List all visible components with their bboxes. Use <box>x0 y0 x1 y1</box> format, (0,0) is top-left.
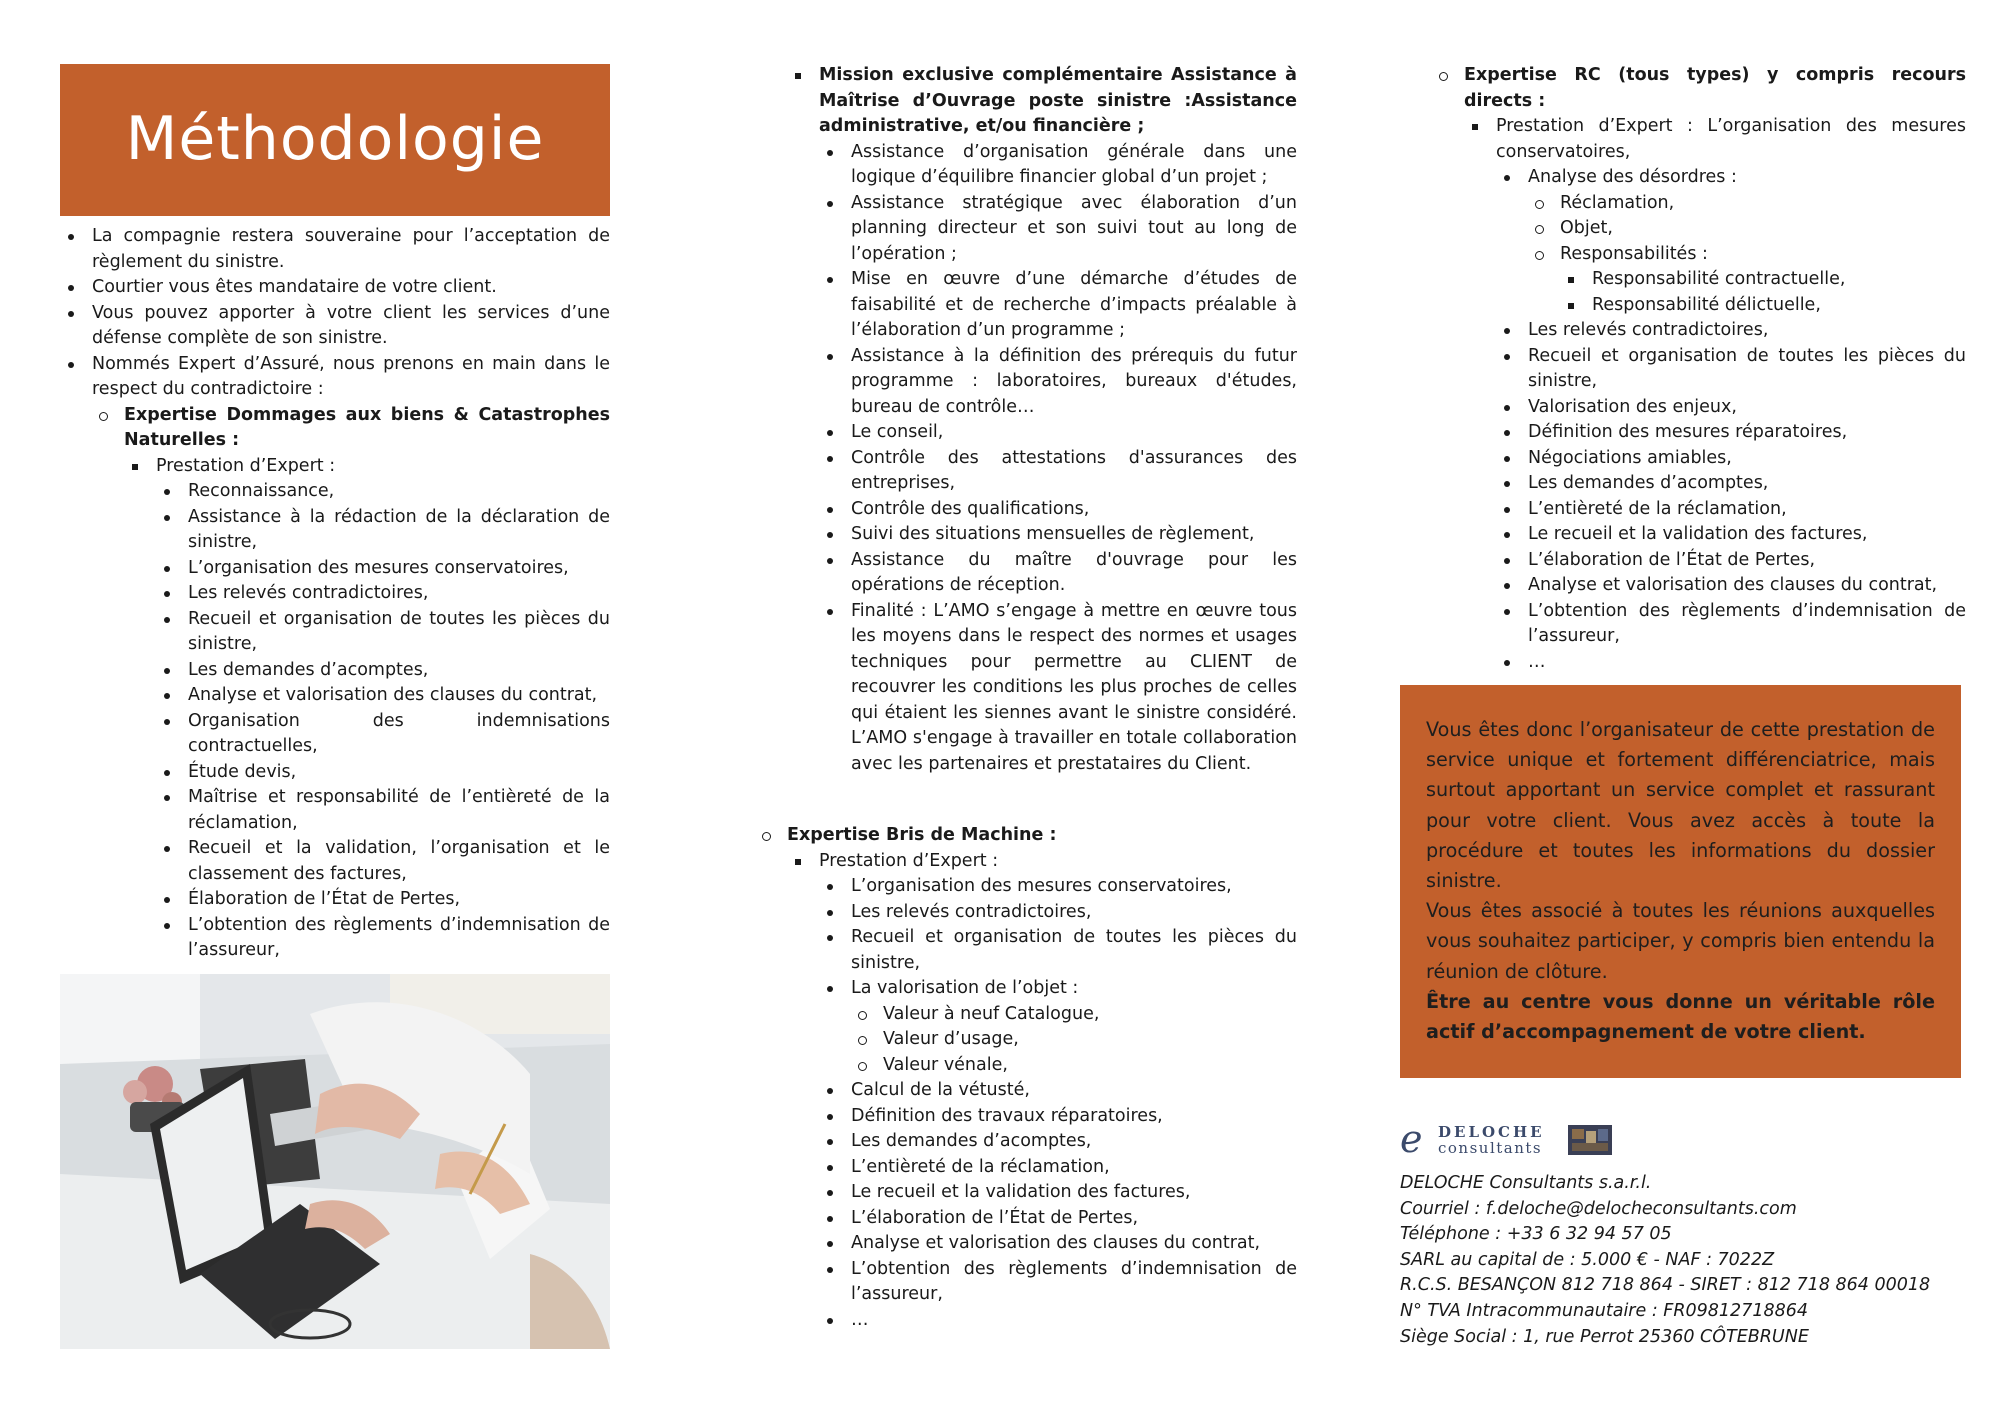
list-item: L’élaboration de l’État de Pertes, <box>1496 548 1966 574</box>
rc-items <box>1496 165 1966 318</box>
list-item: L’entièreté de la réclamation, <box>1496 497 1966 523</box>
list-item: Le recueil et la validation des factures, <box>819 1180 1297 1206</box>
list-item: Recueil et organisation de toutes les pièces du sinistre, <box>156 607 610 658</box>
company-address <box>1400 1171 1970 1350</box>
list-item: Objet, <box>1528 216 1966 242</box>
list-item: Les relevés contradictoires, <box>819 900 1297 926</box>
list-item <box>124 454 610 990</box>
list-item: Les demandes d’acomptes, <box>1496 471 1966 497</box>
rc-items-more <box>1496 318 1966 675</box>
mission-list <box>787 63 1297 777</box>
list-item: Négociations amiables, <box>1496 446 1966 472</box>
summary-box <box>1400 685 1961 1078</box>
list-item: Le recueil et la validation des factures, <box>1496 522 1966 548</box>
list-item: Réclamation, <box>1528 191 1966 217</box>
address-line: Siège Social : 1, rue Perrot 25360 CÔTEBRUNE <box>1400 1326 1809 1347</box>
address-line: R.C.S. BESANÇON 812 718 864 - SIRET : 812 718 864 00018 <box>1400 1275 1931 1296</box>
list-item: Suivi des situations mensuelles de règlement, <box>819 522 1297 548</box>
address-line: DELOCHE Consultants s.a.r.l. <box>1400 1173 1652 1193</box>
list-item: L’organisation des mesures conservatoires, <box>156 556 610 582</box>
list-item: Analyse et valorisation des clauses du contrat, <box>156 683 610 709</box>
list-item: Responsabilité délictuelle, <box>1560 293 1966 319</box>
list-item: Assistance à la définition des prérequis du futur programme : laboratoires, bureaux d'études, bureau de contrôle… <box>819 344 1297 421</box>
bris-items <box>819 874 1297 1078</box>
resp-list <box>1560 267 1966 318</box>
list-item: Courtier vous êtes mandataire de votre client. <box>60 275 610 301</box>
list-item-text: Nommés Expert d’Assuré, nous prenons en main dans le respect du contradictoire : <box>92 353 610 399</box>
analyse-label: Analyse des désordres : <box>1528 167 1737 187</box>
list-item: Assistance à la rédaction de la déclaration de sinistre, <box>156 505 610 556</box>
dommages-heading: Expertise Dommages aux biens & Catastrophes Naturelles : <box>124 404 610 450</box>
summary-emphasis: Être au centre vous donne un véritable rôle actif d’accompagnement de votre client. <box>1426 989 1935 1044</box>
rc-prestation-list <box>1464 114 1966 675</box>
list-item: Contrôle des attestations d'assurances des entreprises, <box>819 446 1297 497</box>
list-item: Élaboration de l’État de Pertes, <box>156 887 610 913</box>
list-item: Reconnaissance, <box>156 479 610 505</box>
list-item: Contrôle des qualifications, <box>819 497 1297 523</box>
list-item: Maîtrise et responsabilité de l’entièreté de la réclamation, <box>156 785 610 836</box>
list-item: Organisation des indemnisations contractuelles, <box>156 709 610 760</box>
list-item: L’obtention des règlements d’indemnisation de l’assureur, <box>156 913 610 964</box>
list-item: Valeur vénale, <box>851 1053 1297 1079</box>
list-item: Recueil et la validation, l’organisation et le classement des factures, <box>156 836 610 887</box>
page-title: Méthodologie <box>125 104 545 175</box>
mission-heading: Mission exclusive complémentaire Assistance à Maîtrise d’Ouvrage poste sinistre :Assistance administrative, et/ou financière ; <box>819 65 1297 136</box>
valeurs-list <box>851 1002 1297 1079</box>
summary-paragraph: Vous êtes associé à toutes les réunions auxquelles vous souhaitez participer, y compris bien entendu la réunion de clôture. <box>1426 899 1935 983</box>
list-item: L’entièreté de la réclamation, <box>819 1155 1297 1181</box>
rc-list <box>1432 63 1966 675</box>
list-item-text: La valorisation de l’objet : <box>851 978 1079 998</box>
title-banner <box>60 64 610 216</box>
list-item: Étude devis, <box>156 760 610 786</box>
list-item: L’organisation des mesures conservatoires, <box>819 874 1297 900</box>
list-item: L’élaboration de l’État de Pertes, <box>819 1206 1297 1232</box>
list-item: Recueil et organisation de toutes les pièces du sinistre, <box>1496 344 1966 395</box>
list-item: Les demandes d’acomptes, <box>156 658 610 684</box>
svg-text:e: e <box>1400 1121 1423 1157</box>
list-item: Le conseil, <box>819 420 1297 446</box>
list-item: Responsabilité contractuelle, <box>1560 267 1966 293</box>
bris-prestation-list <box>787 849 1297 1334</box>
address-line: Téléphone : +33 6 32 94 57 05 <box>1400 1224 1672 1245</box>
office-photo <box>60 974 610 1349</box>
list-item: Définition des travaux réparatoires, <box>819 1104 1297 1130</box>
bris-items-more <box>819 1078 1297 1333</box>
responsabilites-label: Responsabilités : <box>1560 243 1708 264</box>
dommages-list <box>92 403 610 990</box>
mission-items <box>819 140 1297 778</box>
list-item: Valeur à neuf Catalogue, <box>851 1002 1297 1028</box>
list-item: Finalité : L’AMO s’engage à mettre en œuvre tous les moyens dans le respect des normes et usages techniques pour permettre au CLIENT de recouvrer les conditions les plus proches de celles qui étaient les siennes avant le sinistre considéré. L’AMO s'engage à travailler en totale collaboration avec les partenaires et prestataires du Client. <box>819 599 1297 778</box>
bris-list <box>755 823 1297 1333</box>
column-left <box>60 64 610 989</box>
list-item: … <box>819 1308 1297 1334</box>
list-item: Valorisation des enjeux, <box>1496 395 1966 421</box>
list-item <box>819 976 1297 1078</box>
address-line: Courriel : f.deloche@delocheconsultants.com <box>1400 1198 1797 1219</box>
list-item <box>787 849 1297 1334</box>
prestation-list <box>124 454 610 990</box>
company-logo <box>1400 1121 1615 1157</box>
list-item: … <box>1496 650 1966 676</box>
prestation-label: Prestation d’Expert : <box>156 455 336 476</box>
list-item: Assistance du maître d'ouvrage pour les opérations de réception. <box>819 548 1297 599</box>
list-item <box>60 352 610 990</box>
list-item: Mise en œuvre d’une démarche d’études de faisabilité et de recherche d’impacts préalable à l’élaboration d’un programme ; <box>819 267 1297 344</box>
list-item: Valeur d’usage, <box>851 1027 1297 1053</box>
photo-illustration <box>60 974 610 1349</box>
logo-mark <box>1400 1121 1615 1157</box>
prestation-label: Prestation d’Expert : <box>819 850 999 871</box>
list-item <box>755 823 1297 1333</box>
list-item: L’obtention des règlements d’indemnisation de l’assureur, <box>819 1257 1297 1308</box>
logo-line1: DELOCHE <box>1438 1123 1545 1141</box>
rc-heading: Expertise RC (tous types) y compris recours directs : <box>1464 65 1966 111</box>
summary-paragraph: Vous êtes donc l’organisateur de cette prestation de service unique et fortement différenciatrice, mais surtout apportant un service complet et rassurant pour votre client. Vous avez accès à toute la procédure et toutes les informations du dossier sinistre. <box>1426 718 1935 893</box>
list-item <box>1432 63 1966 675</box>
list-item: Calcul de la vétusté, <box>819 1078 1297 1104</box>
list-item: Assistance d’organisation générale dans une logique d’équilibre financier global d’un projet ; <box>819 140 1297 191</box>
list-item: Recueil et organisation de toutes les pièces du sinistre, <box>819 925 1297 976</box>
list-item: Analyse et valorisation des clauses du contrat, <box>819 1231 1297 1257</box>
column-middle <box>755 63 1297 1333</box>
bris-heading: Expertise Bris de Machine : <box>787 825 1057 845</box>
list-item: Définition des mesures réparatoires, <box>1496 420 1966 446</box>
list-item: Les relevés contradictoires, <box>1496 318 1966 344</box>
list-item: Analyse et valorisation des clauses du contrat, <box>1496 573 1966 599</box>
list-item <box>1496 165 1966 318</box>
list-item: La compagnie restera souveraine pour l’acceptation de règlement du sinistre. <box>60 224 610 275</box>
logo-line2: consultants <box>1438 1139 1543 1157</box>
column-right <box>1400 63 1966 675</box>
prestation-text: Prestation d’Expert : L’organisation des mesures conservatoires, <box>1496 116 1966 162</box>
dommages-items <box>156 479 610 989</box>
list-item <box>1528 242 1966 319</box>
analyse-list <box>1528 191 1966 319</box>
list-item: Assistance stratégique avec élaboration d’un planning directeur et son suivi tout au long de l’opération ; <box>819 191 1297 268</box>
list-item: L’obtention des règlements d’indemnisation de l’assureur, <box>1496 599 1966 650</box>
list-item: Vous pouvez apporter à votre client les services d’une défense complète de son sinistre. <box>60 301 610 352</box>
address-line: SARL au capital de : 5.000 € - NAF : 7022Z <box>1400 1249 1775 1270</box>
list-item <box>787 63 1297 777</box>
address-line: N° TVA Intracommunautaire : FR09812718864 <box>1400 1300 1808 1321</box>
list-item <box>1464 114 1966 675</box>
intro-list <box>60 224 610 989</box>
list-item <box>92 403 610 990</box>
list-item: Les relevés contradictoires, <box>156 581 610 607</box>
list-item: Les demandes d’acomptes, <box>819 1129 1297 1155</box>
